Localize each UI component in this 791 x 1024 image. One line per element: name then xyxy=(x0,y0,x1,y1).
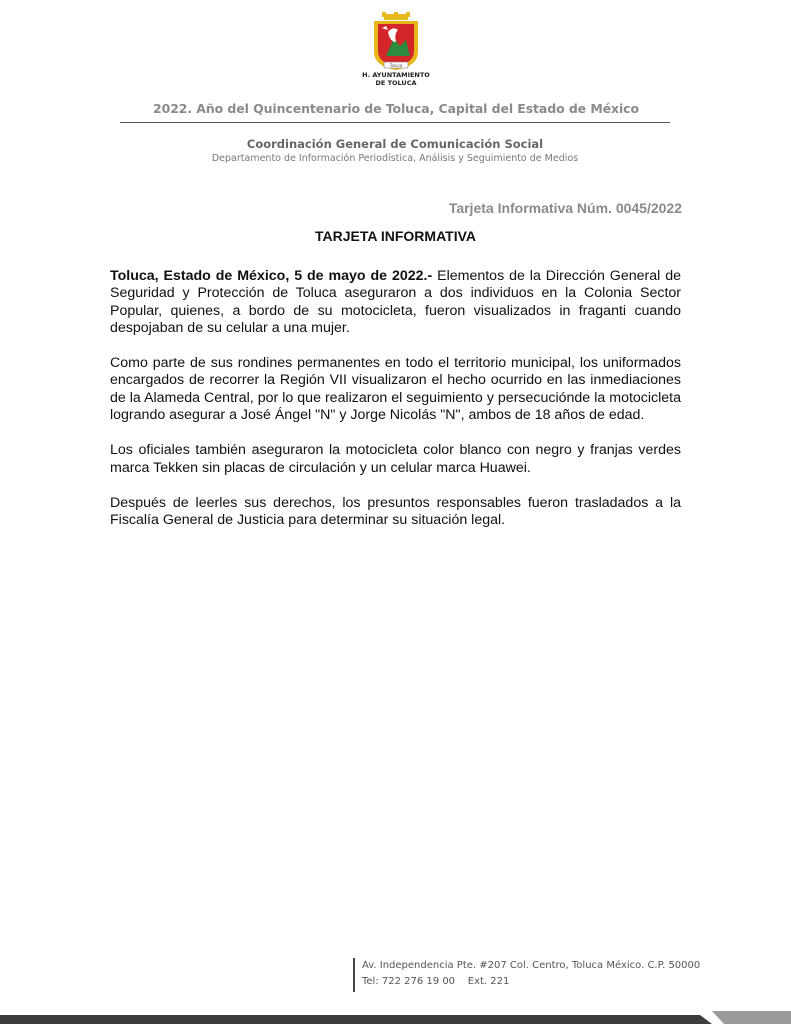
paragraph-1-text: Elementos de la Dirección General de Seguridad y Protección de Toluca aseguraron a dos individuos en la Colonia Sector Popular, quienes, a bordo de su motocicleta, fueron visualizados in fraganti cuando despojaban de su celular a una mujer. xyxy=(110,268,681,336)
document-body xyxy=(110,268,681,548)
footer-decorative-band xyxy=(0,1011,791,1024)
organization-name xyxy=(330,72,462,87)
department-subtitle: Departamento de Información Periodística, Análisis y Seguimiento de Medios xyxy=(211,153,579,164)
seal-ribbon-text: Toluca xyxy=(389,63,403,68)
organization-line-2: DE TOLUCA xyxy=(375,78,417,87)
paragraph-4: Después de leerles sus derechos, los presuntos responsables fueron trasladados a la Fiscalía General de Justicia para determinar su situación legal. xyxy=(110,494,681,529)
header-divider xyxy=(120,122,670,123)
organization-line-1: H. AYUNTAMIENTO xyxy=(362,71,430,79)
footer-divider xyxy=(353,958,355,992)
coordination-title: Coordinación General de Comunicación Social xyxy=(246,137,544,151)
card-number: Tarjeta Informativa Núm. 0045/2022 xyxy=(448,200,682,216)
paragraph-1 xyxy=(110,268,681,337)
document-title: TARJETA INFORMATIVA xyxy=(315,228,476,244)
year-banner: 2022. Año del Quincentenario de Toluca, Capital del Estado de México xyxy=(153,101,639,116)
paragraph-2: Como parte de sus rondines permanentes en todo el territorio municipal, los uniformados encargados de recorrer la Región VII visualizaron el hecho ocurrido en las inmediaciones de la Alameda Central, por lo que realizaron el seguimiento y persecuciónde la motocicleta logrando asegurar a José Ángel "N" y Jorge Nicolás "N", ambos de 18 años de edad. xyxy=(110,355,681,424)
seal-crown-icon xyxy=(382,12,410,20)
footer-telephone: Tel: 722 276 19 00 Ext. 221 xyxy=(362,976,510,987)
paragraph-3: Los oficiales también aseguraron la motocicleta color blanco con negro y franjas verdes marca Tekken sin placas de circulación y un celular marca Huawei. xyxy=(110,442,681,476)
dateline: Toluca, Estado de México, 5 de mayo de 2022.- xyxy=(110,268,433,284)
footer-address: Av. Independencia Pte. #207 Col. Centro, Toluca México. C.P. 50000 xyxy=(362,960,701,971)
toluca-seal-logo xyxy=(360,12,432,74)
